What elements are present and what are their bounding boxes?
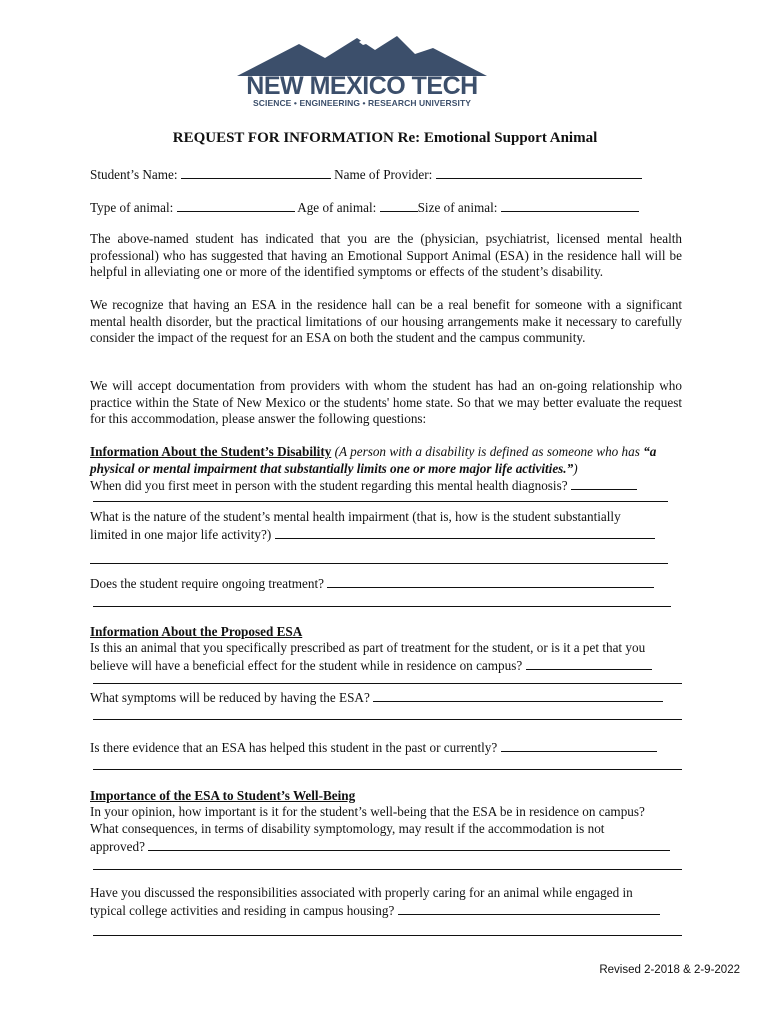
importance-q1-line2: What consequences, in terms of disability symptomology, may result if the accommodation is not [90, 821, 605, 836]
esa-q2-field[interactable] [373, 689, 663, 702]
form-title: REQUEST FOR INFORMATION Re: Emotional Support Animal [172, 130, 598, 146]
disability-q1-field[interactable] [571, 477, 637, 490]
disability-note-emphasis: “a physical or mental impairment that substantially limits one or more major life activities.” [90, 444, 657, 476]
importance-q1-line1: In your opinion, how important is it for the student’s well-being that the ESA be in residence on campus? [90, 804, 645, 819]
esa-heading-text: Information About the Proposed ESA [90, 624, 303, 639]
disability-q1-text: When did you first meet in person with the student regarding this mental health diagnosis? [90, 478, 568, 493]
recognize-paragraph: We recognize that having an ESA in the residence hall can be a real benefit for someone with a significant mental health disorder, but the practical limitations of our housing arrangements make it necessary to carefully consider the impact of the request for an ESA on both the student and the campus community. [90, 297, 682, 345]
importance-heading [90, 788, 682, 805]
importance-q1-line3-row [90, 838, 682, 856]
disability-q1-answer-line[interactable] [93, 501, 668, 502]
disability-q3-answer-line[interactable] [93, 606, 671, 607]
disability-q2-field[interactable] [275, 526, 655, 539]
esa-q1-line1: Is this an animal that you specifically prescribed as part of treatment for the student, or is it a pet that you [90, 640, 646, 655]
intro-paragraph: The above-named student has indicated that you are the (physician, psychiatrist, licensed mental health professional) who has suggested that having an Emotional Support Animal (ESA) in the residence hall will be helpful in alleviating one or more of the identified symptoms or effects of the student’s disability. [90, 231, 682, 279]
esa-q2 [90, 689, 682, 707]
importance-q2-answer-line[interactable] [93, 935, 682, 936]
animal-size-field[interactable] [501, 199, 639, 212]
disability-q2-answer-line[interactable] [90, 563, 668, 564]
esa-q1-line2-row [90, 657, 682, 675]
provider-name-label: Name of Provider: [334, 167, 433, 182]
nmt-logo [237, 34, 487, 112]
esa-q2-answer-line[interactable] [93, 719, 682, 720]
revision-note: Revised 2-2018 & 2-9-2022 [599, 964, 740, 976]
animal-age-label: Age of animal: [297, 200, 377, 215]
importance-q1-line3: approved? [90, 839, 145, 854]
importance-q2-line2: typical college activities and residing in campus housing? [90, 903, 395, 918]
disability-q1 [90, 477, 682, 495]
animal-type-field[interactable] [177, 199, 295, 212]
esa-heading [90, 624, 682, 641]
disability-q3 [90, 575, 682, 593]
animal-size-label: Size of animal: [417, 200, 498, 215]
esa-q2-text: What symptoms will be reduced by having the ESA? [90, 690, 370, 705]
student-name-field[interactable] [181, 166, 331, 179]
disability-q3-text: Does the student require ongoing treatment? [90, 576, 325, 591]
importance-q1-field[interactable] [148, 838, 670, 851]
importance-q2-line2-row [90, 902, 682, 920]
esa-q3-answer-line[interactable] [93, 769, 682, 770]
logo-tagline: SCIENCE • ENGINEERING • RESEARCH UNIVERSITY [252, 98, 472, 108]
disability-section-intro [90, 444, 682, 477]
provider-name-field[interactable] [436, 166, 642, 179]
disability-heading: Information About the Student’s Disability [90, 444, 332, 459]
esa-q3 [90, 739, 682, 757]
disability-q2-line2: limited in one major life activity?) [90, 527, 272, 542]
esa-q1-field[interactable] [526, 657, 652, 670]
accept-paragraph: We will accept documentation from providers with whom the student has had an on-going relationship who practice within the State of New Mexico or the students' home state. So that we may better evaluate the request for this accommodation, please answer the following questions: [90, 378, 682, 426]
esa-q3-text: Is there evidence that an ESA has helped this student in the past or currently? [90, 740, 498, 755]
esa-q3-field[interactable] [501, 739, 657, 752]
importance-q2-field[interactable] [398, 902, 660, 915]
name-row [90, 166, 682, 184]
disability-note-suffix: ) [573, 460, 578, 476]
esa-q1-line2: believe will have a beneficial effect for the student while in residence on campus? [90, 658, 523, 673]
esa-q1-answer-line[interactable] [93, 683, 682, 684]
disability-q2-line2-row [90, 526, 682, 544]
animal-age-field[interactable] [380, 199, 418, 212]
disability-q2-line1: What is the nature of the student’s mental health impairment (that is, how is the student substantially [90, 509, 621, 524]
importance-heading-text: Importance of the ESA to Student’s Well-Being [90, 788, 356, 803]
student-name-label: Student’s Name: [90, 167, 178, 182]
animal-row [90, 199, 682, 217]
disability-q3-field[interactable] [327, 575, 654, 588]
importance-q2-line1: Have you discussed the responsibilities associated with properly caring for an animal while engaged in [90, 885, 633, 900]
animal-type-label: Type of animal: [90, 200, 174, 215]
importance-q1-answer-line[interactable] [93, 869, 682, 870]
logo-name: NEW MEXICO TECH [246, 72, 478, 100]
disability-note-prefix: (A person with a disability is defined as someone who has [334, 444, 644, 459]
